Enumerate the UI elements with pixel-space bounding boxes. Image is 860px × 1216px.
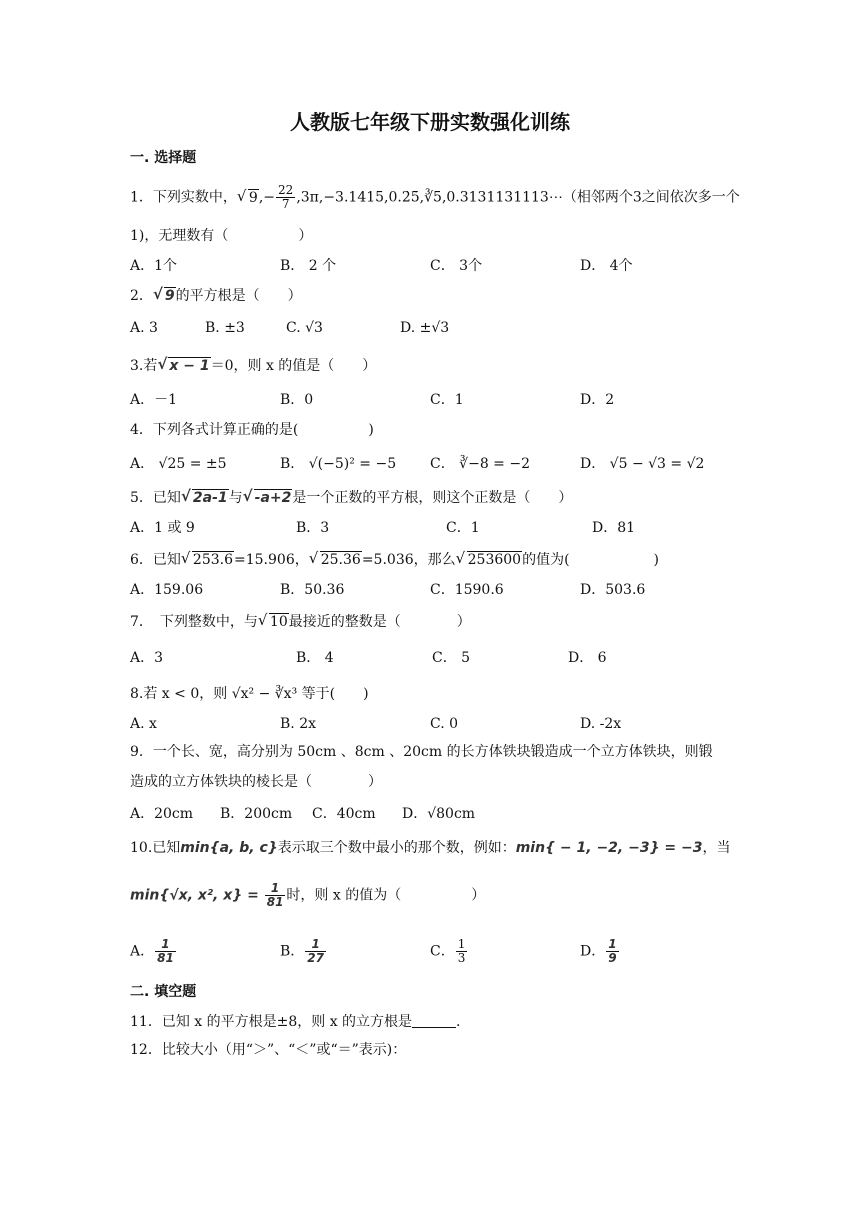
q1-option-b: B． 2 个 bbox=[280, 258, 337, 274]
q2-sqrt-radicand: 9 bbox=[164, 288, 175, 304]
q10-option-b-fraction bbox=[305, 938, 326, 965]
q10-option-b-num: 1 bbox=[305, 938, 326, 952]
q8-option-c: C. 0 bbox=[430, 716, 459, 732]
q5-option-c: C．1 bbox=[446, 520, 480, 536]
q10-option-c-fraction bbox=[456, 938, 468, 965]
q3-sqrt bbox=[158, 356, 210, 376]
question-12: 12．比较大小（用“＞”、“＜”或“＝”表示)： bbox=[130, 1042, 407, 1058]
q5-sqrt-1 bbox=[182, 488, 229, 508]
q4-option-b: B． √(−5)² = −5 bbox=[280, 456, 397, 472]
q7-option-b: B． 4 bbox=[296, 650, 334, 666]
question-7 bbox=[130, 612, 471, 632]
q3-option-d: D．2 bbox=[580, 392, 615, 408]
q10-fraction-den: 81 bbox=[266, 895, 284, 909]
q5-option-d: D．81 bbox=[592, 520, 636, 536]
question-9-line2: 造成的立方体铁块的棱长是（ ） bbox=[130, 774, 382, 790]
q4-option-c: C． ∛−8 = −2 bbox=[430, 456, 530, 472]
q9-option-b: B．200cm bbox=[220, 806, 293, 822]
q8-option-a: A. x bbox=[130, 716, 157, 732]
q3-sqrt-radicand: x − 1 bbox=[169, 358, 210, 374]
question-4: 4．下列各式计算正确的是( ) bbox=[130, 422, 374, 438]
q5-option-b: B．3 bbox=[296, 520, 330, 536]
question-8: 8.若 x < 0，则 √x² − ∛x³ 等于( ) bbox=[130, 686, 369, 702]
q6-value-1: =15.906， bbox=[234, 552, 309, 568]
q2-option-c: C. √3 bbox=[286, 320, 323, 336]
q10-option-d-num: 1 bbox=[608, 937, 617, 951]
q7-sqrt-radicand: 10 bbox=[269, 614, 288, 630]
q5-sqrt-2 bbox=[244, 488, 293, 508]
q5-sqrt-1-radicand: 2a-1 bbox=[192, 490, 228, 506]
question-10-line2 bbox=[130, 882, 485, 909]
q1-fraction bbox=[276, 184, 295, 211]
q10-min-definition: min{a, b, c} bbox=[180, 840, 278, 856]
q7-rest: 最接近的整数是（ ） bbox=[288, 614, 471, 630]
q1-option-d: D． 4个 bbox=[580, 258, 633, 274]
question-2 bbox=[130, 286, 302, 306]
q10-option-d-den: 9 bbox=[608, 951, 617, 965]
question-11 bbox=[130, 1012, 461, 1032]
q5-mid: 与 bbox=[228, 490, 243, 506]
q10-min-example: min{ − 1, −2, −3} = −3 bbox=[515, 840, 703, 856]
q11-answer-blank[interactable] bbox=[412, 1013, 456, 1028]
q6-sqrt-2-radicand: 25.36 bbox=[320, 552, 361, 568]
q1-rest: ,3π,−3.1415,0.2̇5̇,∛5,0.3131131113⋯（相邻两个3之间依次多一个 bbox=[296, 189, 740, 206]
q6-value-2: =5.036，那么 bbox=[361, 552, 456, 568]
q6-sqrt-1 bbox=[182, 550, 234, 570]
q5-lead: 5．已知 bbox=[130, 490, 181, 506]
q6-sqrt-3 bbox=[457, 550, 522, 570]
q10-condition-fraction bbox=[265, 882, 286, 909]
q10-fraction-num: 1 bbox=[265, 882, 286, 896]
q8-option-d: D. -2x bbox=[580, 716, 622, 732]
q10-option-d bbox=[580, 938, 620, 965]
q10-option-a-num: 1 bbox=[155, 938, 176, 952]
q6-option-d: D．503.6 bbox=[580, 582, 646, 598]
q1-sqrt bbox=[238, 188, 259, 208]
q5-rest: 是一个正数的平方根，则这个正数是（ ） bbox=[292, 490, 573, 506]
q9-option-c: C．40cm bbox=[312, 806, 376, 822]
q10-option-b-den: 27 bbox=[307, 951, 324, 965]
q10-option-a-fraction bbox=[155, 938, 176, 965]
q4-option-a: A． √25 = ±5 bbox=[130, 456, 227, 472]
question-1-line2: 1)，无理数有（ ） bbox=[130, 228, 313, 244]
q6-lead: 6．已知 bbox=[130, 552, 181, 568]
q10-mid: 表示取三个数中最小的那个数，例如： bbox=[277, 840, 516, 856]
q4-option-d: D． √5 − √3 = √2 bbox=[580, 456, 705, 472]
q9-option-a: A．20cm bbox=[130, 806, 194, 822]
q2-option-a: A. 3 bbox=[130, 320, 158, 336]
q6-option-b: B．50.36 bbox=[280, 582, 345, 598]
q7-option-c: C． 5 bbox=[432, 650, 471, 666]
q1-lead: 1．下列实数中， bbox=[130, 189, 237, 206]
q7-option-d: D． 6 bbox=[568, 650, 607, 666]
page-title: 人教版七年级下册实数强化训练 bbox=[290, 110, 570, 134]
question-3 bbox=[130, 356, 376, 376]
section-fill-heading: 二. 填空题 bbox=[130, 984, 197, 1000]
q9-option-d: D．√80cm bbox=[402, 806, 476, 822]
q6-rest: 的值为( ) bbox=[522, 552, 660, 568]
q10-lead: 10.已知 bbox=[130, 840, 181, 856]
q7-sqrt bbox=[259, 612, 289, 632]
q11-text: 11．已知 x 的平方根是±8，则 x 的立方根是 bbox=[130, 1014, 413, 1030]
q10-option-b bbox=[280, 938, 327, 965]
q1-fraction-den: 7 bbox=[281, 197, 290, 211]
q10-option-b-label: B． bbox=[280, 943, 305, 960]
section-choice-heading: 一. 选择题 bbox=[130, 150, 197, 166]
question-1: 1．下列实数中，√ 9,− $\frac{22}{7}$ ,3π,−3.1415,0.2̇5̇,∛5,0.3131131113⋯（相邻两个3之间依次多一个 bbox=[130, 184, 740, 211]
q10-option-a bbox=[130, 938, 177, 965]
q10-option-c-label: C． bbox=[430, 943, 455, 960]
q6-option-a: A．159.06 bbox=[130, 582, 204, 598]
q5-sqrt-2-radicand: -a+2 bbox=[254, 490, 292, 506]
q10-option-a-label: A． bbox=[130, 943, 155, 960]
q6-sqrt-1-radicand: 253.6 bbox=[192, 552, 234, 568]
q10-when: ，当 bbox=[702, 840, 731, 856]
q6-sqrt-3-radicand: 253600 bbox=[467, 552, 522, 568]
q2-option-d: D. ±√3 bbox=[400, 320, 450, 336]
question-5 bbox=[130, 488, 572, 508]
q11-end: . bbox=[456, 1014, 461, 1030]
q1-fraction-num: 22 bbox=[278, 183, 294, 197]
q10-option-d-label: D． bbox=[580, 943, 606, 960]
q7-option-a: A．3 bbox=[130, 650, 164, 666]
q6-sqrt-2 bbox=[310, 550, 362, 570]
q7-lead: 7． 下列整数中，与 bbox=[130, 614, 258, 630]
q5-option-a: A．1 或 9 bbox=[130, 520, 195, 536]
q10-rest: 时，则 x 的值为（ ） bbox=[286, 887, 486, 904]
q10-option-c bbox=[430, 938, 468, 965]
q6-option-c: C．1590.6 bbox=[430, 582, 504, 598]
q2-rest: 的平方根是（ ） bbox=[175, 288, 302, 304]
q3-option-b: B．0 bbox=[280, 392, 314, 408]
q2-sqrt bbox=[154, 286, 176, 306]
q2-lead: 2． bbox=[130, 288, 153, 304]
question-6 bbox=[130, 550, 659, 570]
q1-option-c: C． 3个 bbox=[430, 258, 483, 274]
q10-option-c-den: 3 bbox=[457, 951, 466, 965]
q8-option-b: B. 2x bbox=[280, 716, 316, 732]
q3-option-a: A．－1 bbox=[130, 392, 178, 408]
q3-option-c: C．1 bbox=[430, 392, 464, 408]
q2-option-b: B. ±3 bbox=[205, 320, 245, 336]
q3-rest: ＝0，则 x 的值是（ ） bbox=[210, 358, 377, 374]
q1-option-a: A．1个 bbox=[130, 258, 178, 274]
q10-option-c-num: 1 bbox=[457, 937, 466, 951]
q10-option-d-fraction bbox=[606, 938, 618, 965]
question-10 bbox=[130, 838, 731, 858]
question-9: 9．一个长、宽，高分别为 50cm 、8cm 、20cm 的长方体铁块锻造成一个立方体铁块，则锻 bbox=[130, 744, 713, 760]
q1-sqrt-radicand: 9 bbox=[248, 189, 258, 206]
q10-condition: min{√x, x², x} = bbox=[130, 887, 264, 904]
q3-lead: 3.若 bbox=[130, 358, 158, 374]
q10-option-a-den: 81 bbox=[157, 951, 174, 965]
